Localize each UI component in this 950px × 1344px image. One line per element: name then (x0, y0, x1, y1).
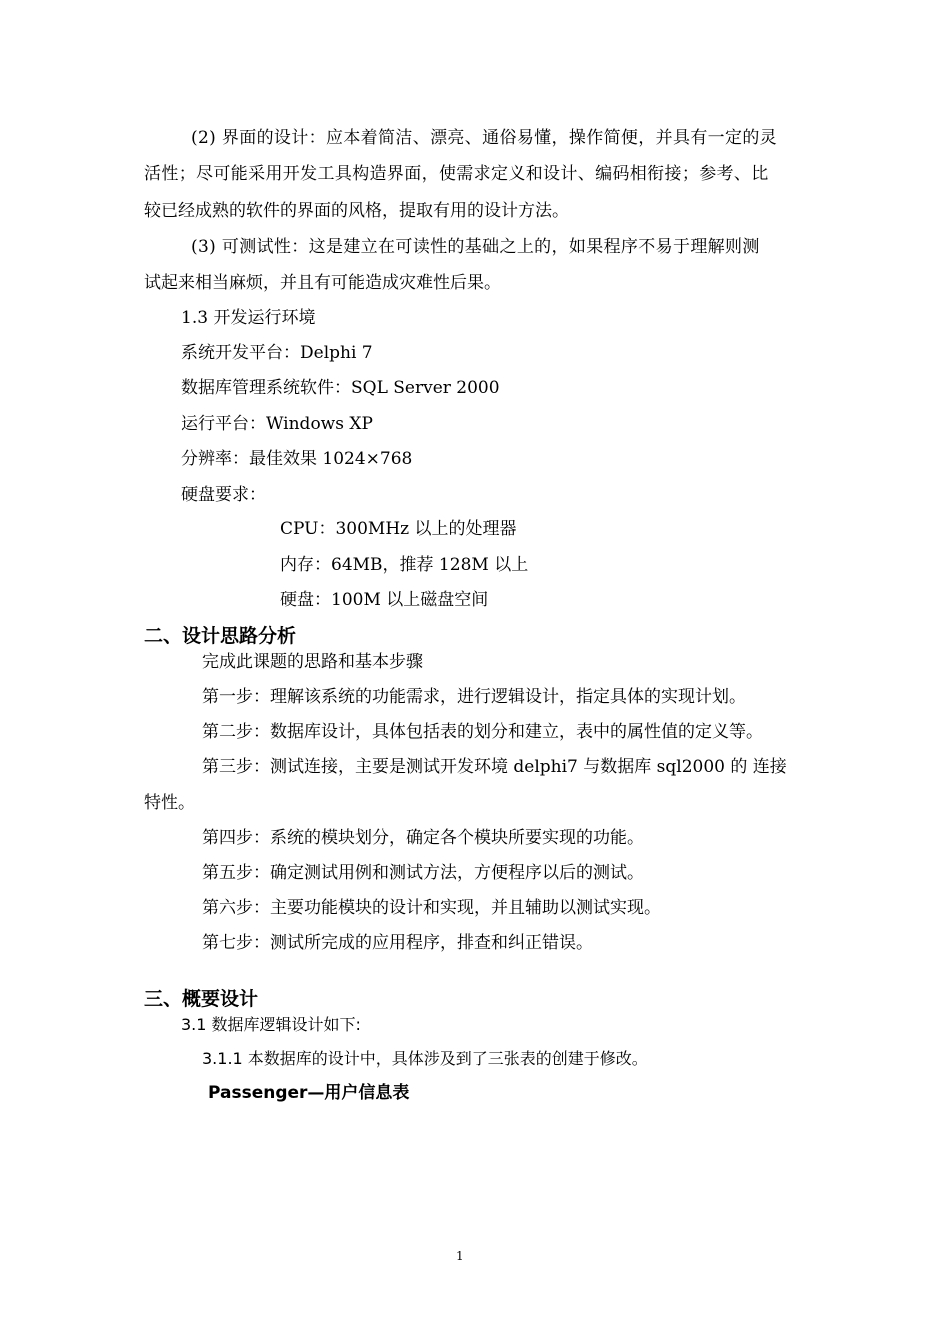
env-os: 运行平台：Windows XP (181, 414, 373, 434)
env-resolution: 分辨率：最佳效果 1024×768 (181, 449, 413, 469)
step-2: 第二步：数据库设计，具体包括表的划分和建立，表中的属性值的定义等。 (202, 722, 763, 742)
step-6: 第六步：主要功能模块的设计和实现，并且辅助以测试实现。 (202, 898, 661, 918)
env-section-title: 1.3 开发运行环境 (181, 308, 316, 328)
step-7: 第七步：测试所完成的应用程序，排查和纠正错误。 (202, 933, 593, 953)
page-number: 1 (456, 1249, 464, 1263)
env-database: 数据库管理系统软件：SQL Server 2000 (181, 378, 500, 398)
step-4: 第四步：系统的模块划分，确定各个模块所要实现的功能。 (202, 828, 644, 848)
step-5: 第五步：确定测试用例和测试方法，方便程序以后的测试。 (202, 863, 644, 883)
subsection-3-1: 3.1 数据库逻辑设计如下: (181, 1015, 361, 1034)
env-platform: 系统开发平台：Delphi 7 (181, 343, 373, 363)
env-harddisk: 硬盘：100M 以上磁盘空间 (280, 590, 489, 610)
step-1: 第一步：理解该系统的功能需求，进行逻辑设计，指定具体的实现计划。 (202, 687, 746, 707)
paragraph-item2-line2: 活性；尽可能采用开发工具构造界面，使需求定义和设计、编码相衔接；参考、比 (144, 164, 769, 184)
paragraph-item2-line3: 较已经成熟的软件的界面的风格，提取有用的设计方法。 (144, 201, 569, 221)
env-cpu: CPU：300MHz 以上的处理器 (280, 519, 517, 539)
table-title: Passenger—用户信息表 (208, 1083, 410, 1103)
section2-intro: 完成此课题的思路和基本步骤 (202, 652, 423, 672)
section2-heading: 二、设计思路分析 (144, 625, 297, 647)
paragraph-item3-line2: 试起来相当麻烦，并且有可能造成灾难性后果。 (144, 273, 501, 293)
subsection-3-1-1: 3.1.1 本数据库的设计中，具体涉及到了三张表的创建于修改。 (202, 1049, 648, 1068)
step-3-line1: 第三步：测试连接，主要是测试开发环境 delphi7 与数据库 sql2000 的 连接 (202, 757, 787, 777)
env-memory: 内存：64MB，推荐 128M 以上 (280, 555, 529, 575)
paragraph-item3-line1: (3) 可测试性：这是建立在可读性的基础之上的，如果程序不易于理解则测 (191, 237, 760, 257)
env-disk-title: 硬盘要求： (181, 485, 266, 505)
section3-heading: 三、概要设计 (144, 988, 259, 1010)
paragraph-item2-line1: (2) 界面的设计：应本着简洁、漂亮、通俗易懂，操作简便，并具有一定的灵 (191, 128, 778, 148)
step-3-line2: 特性。 (144, 793, 195, 813)
